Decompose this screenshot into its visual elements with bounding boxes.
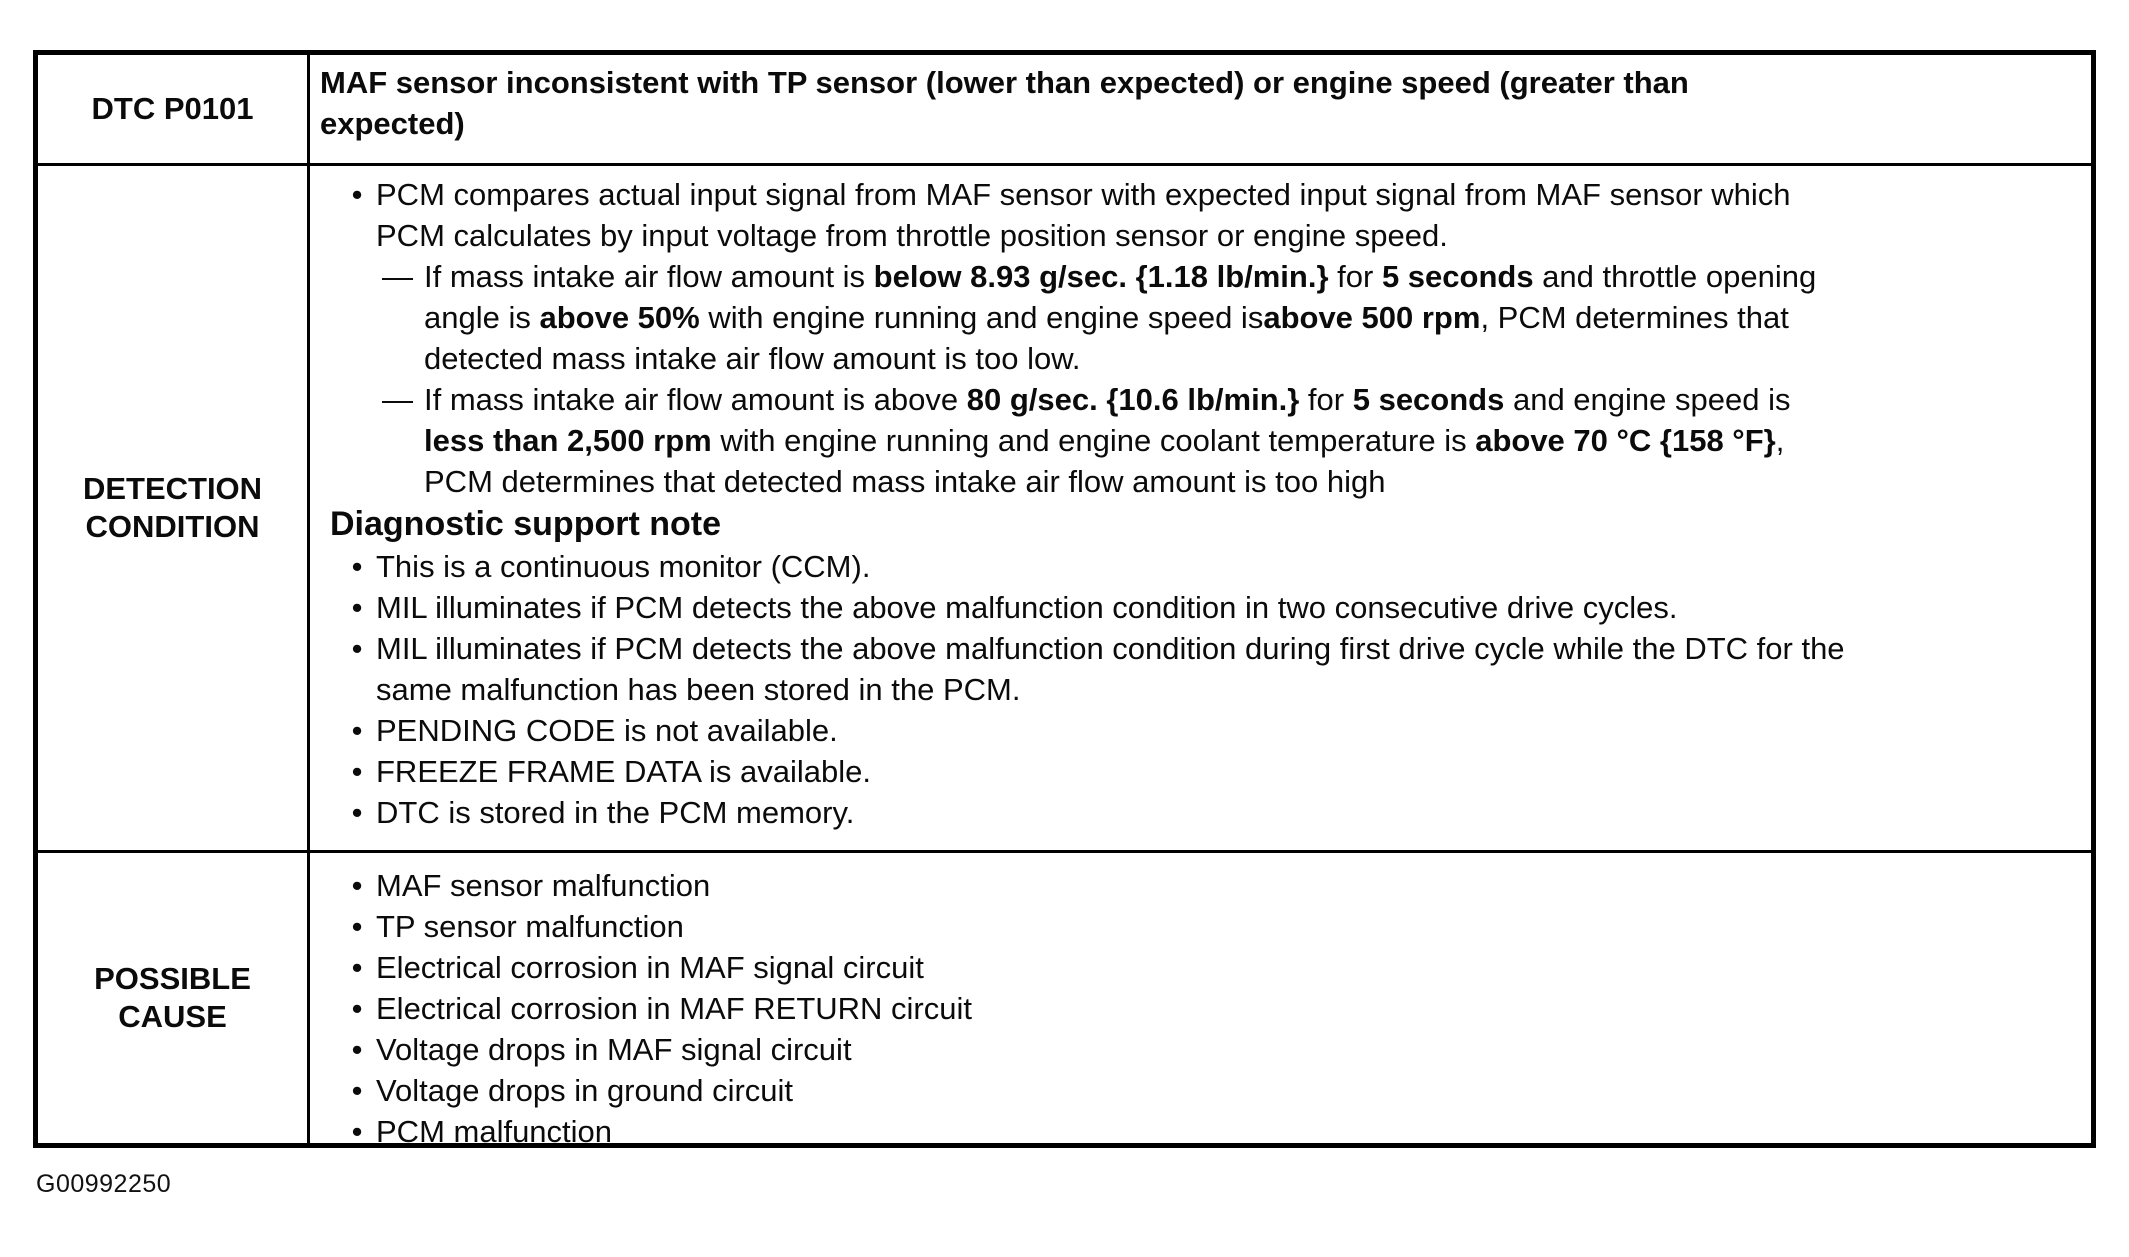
detection-condition-list (330, 174, 2077, 833)
detection-condition-content-cell (310, 163, 2091, 850)
text-run: Voltage drops in MAF signal circuit (376, 1032, 852, 1067)
text-run: PCM malfunction (376, 1114, 613, 1143)
possible-cause-label-line-2: CAUSE (118, 999, 227, 1034)
list-item (330, 174, 2077, 256)
list-item (330, 1029, 2077, 1070)
text-run: MAF sensor malfunction (376, 868, 711, 903)
dtc-description-cell (310, 55, 2091, 163)
list-item (330, 947, 2077, 988)
possible-cause-label-cell (38, 850, 310, 1143)
bullet-icon: • (351, 177, 363, 212)
text-run: PCM compares actual input signal from MAF sensor with expected input signal from MAF sensor which PCM calculates by input voltage from throttle position sensor or engine speed. (376, 177, 1791, 253)
text-run: MIL illuminates if PCM detects the above malfunction condition during first drive cycle while the DTC for the same malfunction has been stored in the PCM. (376, 631, 1845, 707)
possible-cause-content-cell (310, 850, 2091, 1143)
list-item (330, 751, 2077, 792)
text-run: FREEZE FRAME DATA is available. (376, 754, 871, 789)
bullet-icon: • (351, 950, 363, 985)
possible-cause-label-line-1: POSSIBLE (94, 961, 251, 996)
list-item (330, 1070, 2077, 1111)
bullet-icon: • (351, 1032, 363, 1067)
bullet-icon: • (351, 909, 363, 944)
bullet-icon: • (351, 1114, 363, 1143)
bullet-icon: • (351, 713, 363, 748)
bullet-icon: • (351, 795, 363, 830)
text-run: DTC is stored in the PCM memory. (376, 795, 855, 830)
bullet-icon: • (351, 590, 363, 625)
list-item (330, 587, 2077, 628)
list-item (330, 710, 2077, 751)
dtc-table (33, 50, 2096, 1148)
list-item (330, 379, 2077, 502)
possible-cause-list (330, 865, 2077, 1143)
dtc-code: DTC P0101 (91, 91, 254, 126)
text-run: If mass intake air flow amount is below 8.93 g/sec. {1.18 lb/min.} for 5 seconds and throttle opening angle is above 50% with engine running and engine speed isabove 500 rpm, PCM determines that detected mass intake air flow amount is too low. (424, 259, 1817, 376)
list-item (330, 546, 2077, 587)
list-item (330, 256, 2077, 379)
bullet-icon: • (351, 1073, 363, 1108)
list-item (330, 906, 2077, 947)
dtc-code-cell (38, 55, 310, 163)
text-run: MAF sensor inconsistent with TP sensor (lower than expected) or engine speed (greater than expected) (320, 65, 1689, 141)
text-run: Voltage drops in ground circuit (376, 1073, 794, 1108)
list-item (330, 865, 2077, 906)
list-item (330, 988, 2077, 1029)
dtc-description (320, 62, 2075, 144)
text-run: Electrical corrosion in MAF signal circuit (376, 950, 924, 985)
dash-icon: — (382, 382, 413, 417)
bullet-icon: • (351, 549, 363, 584)
dash-icon: — (382, 259, 413, 294)
text-run: MIL illuminates if PCM detects the above malfunction condition in two consecutive drive cycles. (376, 590, 1678, 625)
text-run: PENDING CODE is not available. (376, 713, 838, 748)
detection-condition-label-cell (38, 163, 310, 850)
paragraph (320, 62, 2075, 144)
text-run: Diagnostic support note (330, 505, 721, 543)
detection-label-line-1: DETECTION (82, 471, 263, 506)
figure-code: G00992250 (36, 1170, 172, 1198)
section-heading (330, 502, 2077, 546)
list-item (330, 1111, 2077, 1143)
text-run: TP sensor malfunction (376, 909, 684, 944)
bullet-icon: • (351, 631, 363, 666)
list-item (330, 792, 2077, 833)
bullet-icon: • (351, 991, 363, 1026)
bullet-icon: • (351, 754, 363, 789)
text-run: Electrical corrosion in MAF RETURN circuit (376, 991, 972, 1026)
list-item (330, 628, 2077, 710)
detection-label-line-2: CONDITION (85, 509, 260, 544)
text-run: If mass intake air flow amount is above 80 g/sec. {10.6 lb/min.} for 5 seconds and engine speed is less than 2,500 rpm with engine running and engine coolant temperature is above 70 °C {158 °F}, PCM determines that detected mass intake air flow amount is too high (424, 382, 1791, 499)
text-run: This is a continuous monitor (CCM). (376, 549, 871, 584)
bullet-icon: • (351, 868, 363, 903)
